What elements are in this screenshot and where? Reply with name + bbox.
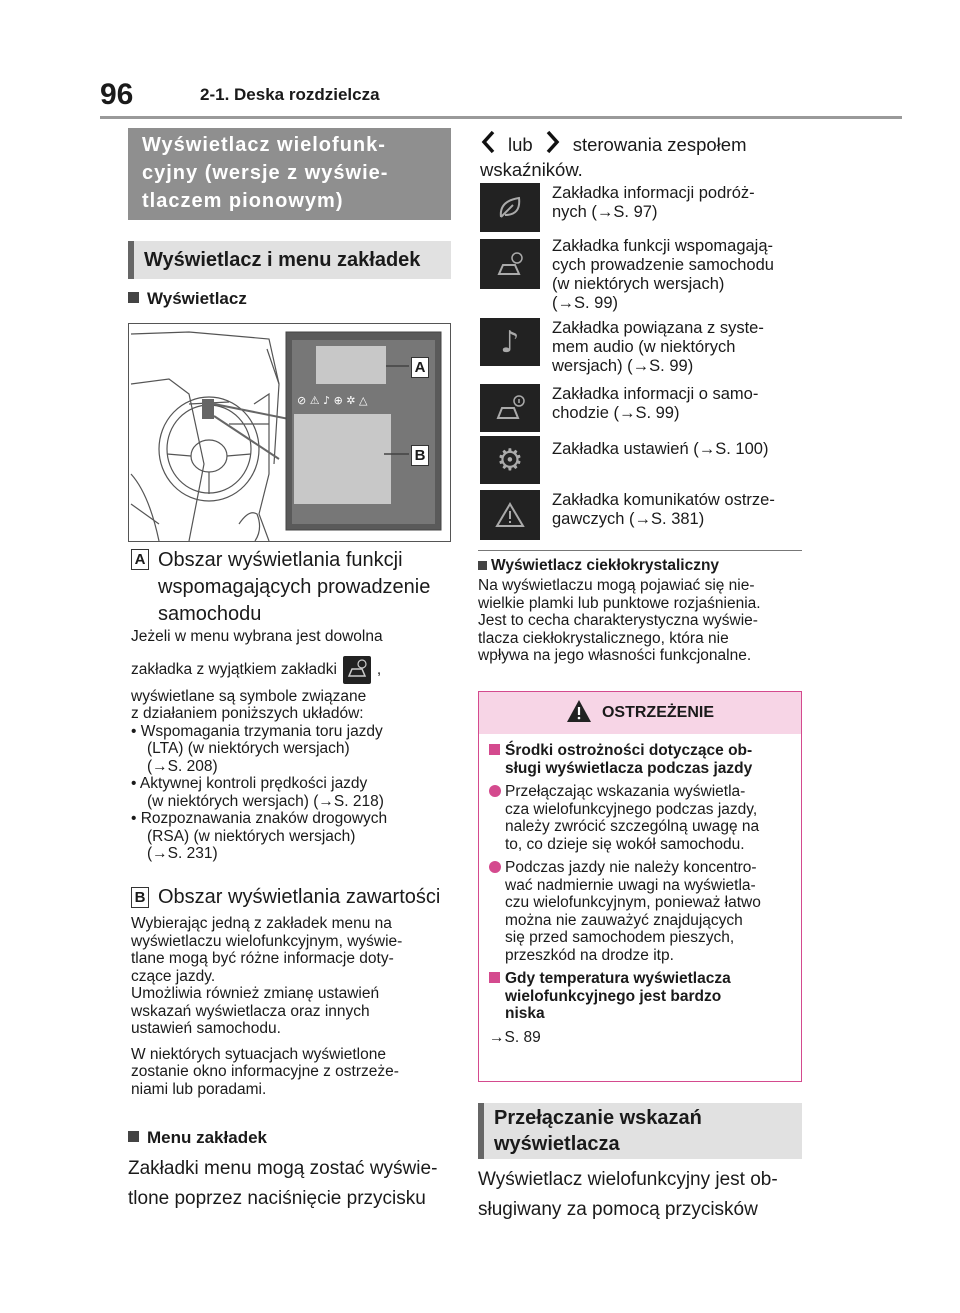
- a-text-comma: ,: [376, 660, 382, 678]
- diagram-label-b: B: [411, 445, 429, 466]
- chevron-right-icon: [545, 130, 561, 159]
- dashboard-illustration: [128, 323, 451, 542]
- lcd-text-line: Jest to cecha charakterystyczna wyświe-: [478, 612, 758, 629]
- chevron-left-icon: [480, 130, 496, 159]
- list-item: [480, 236, 802, 314]
- warning-sub2-line: Gdy temperatura wyświetlacza: [505, 970, 731, 987]
- tab-text-line: wersjach) (→S. 99): [552, 357, 694, 375]
- b-text-line: Umożliwia również zmianę ustawień: [131, 985, 380, 1002]
- tab-text-line: (w niektórych wersjach): [552, 275, 725, 293]
- a-text-line: Jeżeli w menu wybrana jest dowolna: [131, 628, 383, 645]
- driving-assist-icon: [480, 239, 540, 289]
- warning-icon: [480, 490, 540, 540]
- divider: [478, 550, 802, 551]
- dashboard-drawing: [129, 324, 450, 541]
- list-item: [131, 810, 451, 863]
- b-text-line: czące jazdy.: [131, 967, 216, 985]
- warning-sub2-line: niska: [505, 1005, 545, 1022]
- a-bullet-list: [131, 723, 451, 863]
- tab-text-line: Zakładka funkcji wspomagają-: [552, 237, 774, 255]
- b-text-line: niami lub poradami.: [131, 1080, 267, 1098]
- bullet-line: (→S. 231): [147, 845, 218, 862]
- warning-bullet-line: czu wielofunkcyjnym, ponieważ łatwo: [505, 894, 761, 911]
- lcd-text-line: tlacza ciekłokrystalicznego, która nie: [478, 629, 729, 647]
- running-head: 2-1. Deska rozdzielcza: [200, 85, 380, 104]
- a-title-line: Obszar wyświetlania funkcji: [158, 549, 403, 571]
- header-rule: [100, 116, 902, 119]
- tab-text-line: (→S. 99): [552, 294, 619, 312]
- menu-text: [128, 1155, 458, 1212]
- b-text-line: zostanie okno informacyjne z ostrzeże-: [131, 1063, 399, 1080]
- b-text-line: ustawień samochodu.: [131, 1020, 281, 1037]
- tab-text-line: Zakładka komunikatów ostrze-: [552, 491, 775, 509]
- a-text-line: zakładka z wyjątkiem zakładki: [131, 660, 337, 678]
- lcd-text: [478, 577, 808, 665]
- warning-sub1-line: Środki ostrożności dotyczące ob-: [505, 742, 753, 759]
- lcd-text-line: wpływa na jego własności funkcjonalne.: [478, 647, 752, 664]
- section2-text: [478, 1166, 808, 1223]
- lcd-text-line: Na wyświetlaczu mogą pojawiać się nie-: [478, 577, 755, 594]
- warning-bullet-line: to, co dzieje się wokół samochodu.: [505, 835, 745, 853]
- list-item: [480, 384, 802, 432]
- warning-box: [478, 691, 802, 1082]
- section-title-line: Wyświetlacz wielofunk-: [142, 134, 386, 156]
- warning-icon: [566, 699, 592, 728]
- tab-list: [480, 183, 802, 540]
- label-a: A: [131, 549, 149, 570]
- a-text-line: z działaniem poniższych układów:: [131, 705, 364, 722]
- menu-text-line: tlone poprzez naciśnięcie przycisku: [128, 1188, 426, 1209]
- warning-bullet-line: cza wielofunkcyjnego podczas jazdy,: [505, 800, 758, 818]
- section2-title: [478, 1103, 802, 1159]
- subsection-title: Wyświetlacz i menu zakładek: [128, 241, 451, 279]
- b-title: Obszar wyświetlania zawartości: [158, 886, 441, 908]
- music-note-icon: ♪: [480, 318, 540, 366]
- bullet-line: (LTA) (w niektórych wersjach): [147, 740, 350, 757]
- gear-icon: ⚙: [480, 436, 540, 484]
- label-b: B: [131, 887, 149, 908]
- warning-sub1-line: sługi wyświetlacza podczas jazdy: [505, 759, 753, 777]
- square-bullet-icon: [128, 292, 139, 303]
- tab-text-line: Zakładka informacji o samo-: [552, 385, 759, 403]
- menu-heading-text: Menu zakładek: [147, 1128, 267, 1147]
- tab-text-line: mem audio (w niektórych: [552, 338, 736, 356]
- section2-text-line: sługiwany za pomocą przycisków: [478, 1199, 758, 1220]
- warning-sub2: [489, 970, 791, 1023]
- warning-sub2-line: wielofunkcyjnego jest bardzo: [505, 987, 722, 1005]
- intro-text: sterowania zespołem: [572, 133, 747, 155]
- list-item: [480, 436, 802, 484]
- section-title-line: cyjny (wersje z wyświe-: [142, 162, 389, 184]
- section2-title-line: wyświetlacza: [494, 1133, 620, 1155]
- lcd-heading-text: Wyświetlacz ciekłokrystaliczny: [491, 557, 720, 574]
- square-bullet-icon: [128, 1131, 139, 1142]
- warning-bullet1: [489, 783, 791, 853]
- tab-text-line: chodzie (→S. 99): [552, 404, 680, 422]
- warning-bullet-line: należy zwrócić szczególną uwagę na: [505, 818, 760, 835]
- vehicle-info-icon: [480, 384, 540, 432]
- lcd-text-line: wielkie plamki lub punktowe rozjaśnienia.: [478, 594, 761, 612]
- warning-bullet-line: Podczas jazdy nie należy koncentro-: [505, 859, 757, 876]
- page-number: 96: [100, 78, 134, 111]
- warning-bullet-line: się przed samochodem pieszych,: [505, 929, 735, 946]
- a-title-line: samochodu: [158, 603, 262, 625]
- a-text: [131, 628, 451, 863]
- b-text-line: W niektórych sytuacjach wyświetlone: [131, 1045, 386, 1063]
- list-item: [131, 723, 451, 776]
- section2-text-line: Wyświetlacz wielofunkcyjny jest ob-: [478, 1169, 778, 1190]
- warning-bullet-line: wać nadmiernie uwagi na wyświetla-: [505, 876, 756, 894]
- bullet-line: • Aktywnej kontroli prędkości jazdy: [131, 775, 368, 792]
- tab-text-line: Zakładka powiązana z syste-: [552, 319, 764, 337]
- dot-bullet-icon: [489, 785, 501, 797]
- bullet-line: (RSA) (w niektórych wersjach): [147, 827, 356, 845]
- list-item: [480, 490, 802, 540]
- driving-assist-inline-icon: [343, 656, 371, 684]
- section-title: [128, 128, 451, 220]
- square-bullet-icon: [478, 561, 487, 570]
- bullet-line: (→S. 208): [147, 757, 218, 775]
- section-title-line: tlaczem pionowym): [142, 190, 344, 212]
- list-item: [131, 775, 451, 810]
- intro-text: lub: [508, 133, 533, 155]
- tab-text-line: nych (→S. 97): [552, 203, 658, 221]
- warning-ref: →S. 89: [489, 1028, 541, 1046]
- diagram-label-a: A: [411, 357, 429, 378]
- tab-text-line: Zakładka informacji podróż-: [552, 184, 755, 202]
- warning-title: OSTRZEŻENIE: [601, 704, 714, 721]
- b-text-line: tlane mogą być różne informacje doty-: [131, 950, 394, 967]
- display-heading-text: Wyświetlacz: [147, 289, 247, 308]
- menu-text-line: Zakładki menu mogą zostać wyświe-: [128, 1158, 438, 1179]
- warning-bullet-line: przeszkód na drodze itp.: [505, 946, 674, 964]
- b-text-line: wyświetlaczu wielofunkcyjnym, wyświe-: [131, 932, 403, 950]
- a-title: [158, 547, 430, 628]
- display-heading: [128, 289, 247, 309]
- warning-header: [479, 692, 801, 734]
- lcd-heading: [478, 557, 719, 575]
- intro: [480, 130, 746, 181]
- bullet-line: (w niektórych wersjach) (→S. 218): [147, 792, 384, 810]
- b-text: [131, 915, 451, 1098]
- mini-tab-icons: ⊘ ⚠ ♪ ⊕ ✲ △: [297, 394, 368, 407]
- leaf-icon: [480, 183, 540, 232]
- intro-line: wskaźników.: [480, 159, 583, 180]
- list-item: [480, 318, 802, 380]
- square-bullet-icon: [489, 744, 500, 755]
- b-text-line: Wybierając jedną z zakładek menu na: [131, 915, 392, 932]
- menu-heading: [128, 1128, 267, 1148]
- tab-text-line: gawczych (→S. 381): [552, 510, 705, 528]
- tab-text-line: Zakładka ustawień (→S. 100): [552, 440, 769, 458]
- b-text-line: wskazań wyświetlacza oraz innych: [131, 1002, 370, 1020]
- warning-bullet-line: można nie zauważyć znajdujących: [505, 911, 743, 929]
- a-text-line-with-icon: [131, 656, 451, 684]
- list-item: [480, 183, 802, 232]
- bullet-line: • Rozpoznawania znaków drogowych: [131, 810, 388, 827]
- dot-bullet-icon: [489, 861, 501, 873]
- square-bullet-icon: [489, 972, 500, 983]
- intro-line: [480, 130, 746, 159]
- a-text-line: wyświetlane są symbole związane: [131, 687, 367, 705]
- tab-text-line: cych prowadzenie samochodu: [552, 256, 774, 274]
- bullet-line: • Wspomagania trzymania toru jazdy: [131, 722, 383, 740]
- warning-sub1: [489, 742, 791, 777]
- warning-bullet-line: Przełączając wskazania wyświetla-: [505, 783, 746, 800]
- a-title-line: wspomagających prowadzenie: [158, 576, 431, 598]
- section2-title-line: Przełączanie wskazań: [494, 1107, 702, 1129]
- warning-bullet2: [489, 859, 791, 964]
